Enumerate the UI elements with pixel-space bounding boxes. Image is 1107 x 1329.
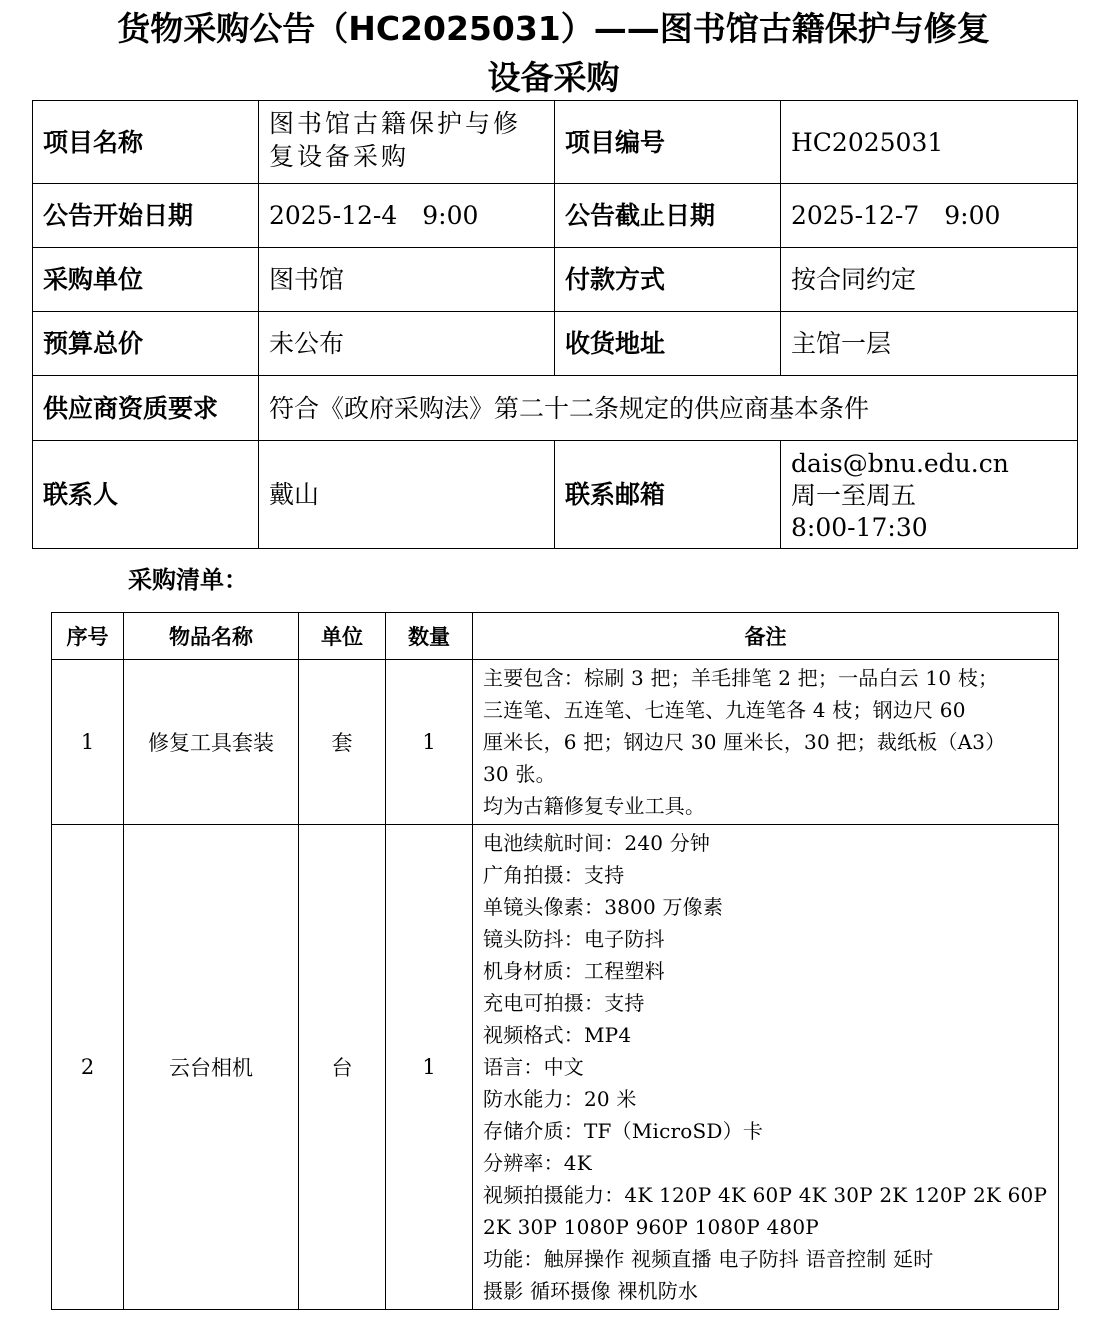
col-header-no: 序号 [52,613,124,660]
item-no: 2 [52,825,124,1310]
qualification-label: 供应商资质要求 [33,376,259,441]
payment-label: 付款方式 [555,248,781,312]
note-line: 语言：中文 [483,1055,584,1079]
buyer-label: 采购单位 [33,248,259,312]
info-row-budget [33,312,1078,376]
note-line: 摄影 循环摄像 裸机防水 [483,1279,699,1303]
info-row-dates [33,184,1078,248]
address-label: 收货地址 [555,312,781,376]
email-address[interactable]: dais@bnu.edu.cn [791,448,1009,478]
note-line: 广角拍摄：支持 [483,863,625,887]
note-line: 视频拍摄能力：4K 120P 4K 60P 4K 30P 2K 120P 2K 60P [483,1183,1048,1207]
item-name: 修复工具套装 [124,660,299,825]
note-line: 单镜头像素：3800 万像素 [483,895,724,919]
budget-value: 未公布 [259,312,555,376]
note-line: 均为古籍修复专业工具。 [483,794,706,818]
info-row-buyer [33,248,1078,312]
col-header-qty: 数量 [386,613,473,660]
col-header-unit: 单位 [299,613,386,660]
table-row [52,825,1059,1310]
col-header-notes: 备注 [473,613,1059,660]
address-value: 主馆一层 [781,312,1078,376]
start-date-label: 公告开始日期 [33,184,259,248]
page-title-line-1: 货物采购公告（HC2025031）——图书馆古籍保护与修复 [117,9,990,48]
end-date-value: 2025-12-7 9:00 [781,184,1078,248]
note-line: 镜头防抖：电子防抖 [483,927,665,951]
project-name-value-line-1: 图书馆古籍保护与修 [269,109,522,138]
item-notes [473,825,1059,1310]
buyer-value: 图书馆 [259,248,555,312]
note-line: 30 张。 [483,762,556,786]
table-row [52,660,1059,825]
contact-value: 戴山 [259,441,555,549]
office-hours: 8:00-17:30 [791,512,928,542]
info-row-contact [33,441,1078,549]
item-qty: 1 [386,825,473,1310]
item-unit: 套 [299,660,386,825]
purchase-list-table [51,612,1059,1310]
item-qty: 1 [386,660,473,825]
item-unit: 台 [299,825,386,1310]
note-line: 电池续航时间：240 分钟 [483,831,711,855]
note-line: 分辨率：4K [483,1151,592,1175]
end-date-label: 公告截止日期 [555,184,781,248]
start-date-value: 2025-12-4 9:00 [259,184,555,248]
note-line: 充电可拍摄：支持 [483,991,645,1015]
project-name-label: 项目名称 [33,101,259,184]
page-title [0,4,1107,102]
payment-value: 按合同约定 [781,248,1078,312]
note-line: 视频格式：MP4 [483,1023,632,1047]
purchase-list-heading: 采购清单： [128,566,248,594]
project-info-table [32,100,1078,549]
col-header-name: 物品名称 [124,613,299,660]
note-line: 厘米长，6 把；钢边尺 30 厘米长，30 把；裁纸板（A3） [483,730,1006,754]
purchase-list-header-row [52,613,1059,660]
project-name-value [259,101,555,184]
item-notes [473,660,1059,825]
item-no: 1 [52,660,124,825]
contact-label: 联系人 [33,441,259,549]
project-no-value: HC2025031 [781,101,1078,184]
note-line: 防水能力：20 米 [483,1087,637,1111]
note-line: 存储介质：TF（MicroSD）卡 [483,1119,764,1143]
note-line: 三连笔、五连笔、七连笔、九连笔各 4 枝；钢边尺 60 [483,698,966,722]
info-row-project [33,101,1078,184]
note-line: 主要包含：棕刷 3 把；羊毛排笔 2 把；一品白云 10 枝； [483,666,999,690]
note-line: 功能：触屏操作 视频直播 电子防抖 语音控制 延时 [483,1247,934,1271]
email-label: 联系邮箱 [555,441,781,549]
page-title-line-2: 设备采购 [487,58,620,97]
note-line: 机身材质：工程塑料 [483,959,665,983]
budget-label: 预算总价 [33,312,259,376]
project-name-value-line-2: 复设备采购 [269,142,410,171]
item-name: 云台相机 [124,825,299,1310]
qualification-value: 符合《政府采购法》第二十二条规定的供应商基本条件 [259,376,1078,441]
office-days: 周一至周五 [791,480,917,510]
info-row-qualification [33,376,1078,441]
email-value [781,441,1078,549]
note-line: 2K 30P 1080P 960P 1080P 480P [483,1215,819,1239]
project-no-label: 项目编号 [555,101,781,184]
